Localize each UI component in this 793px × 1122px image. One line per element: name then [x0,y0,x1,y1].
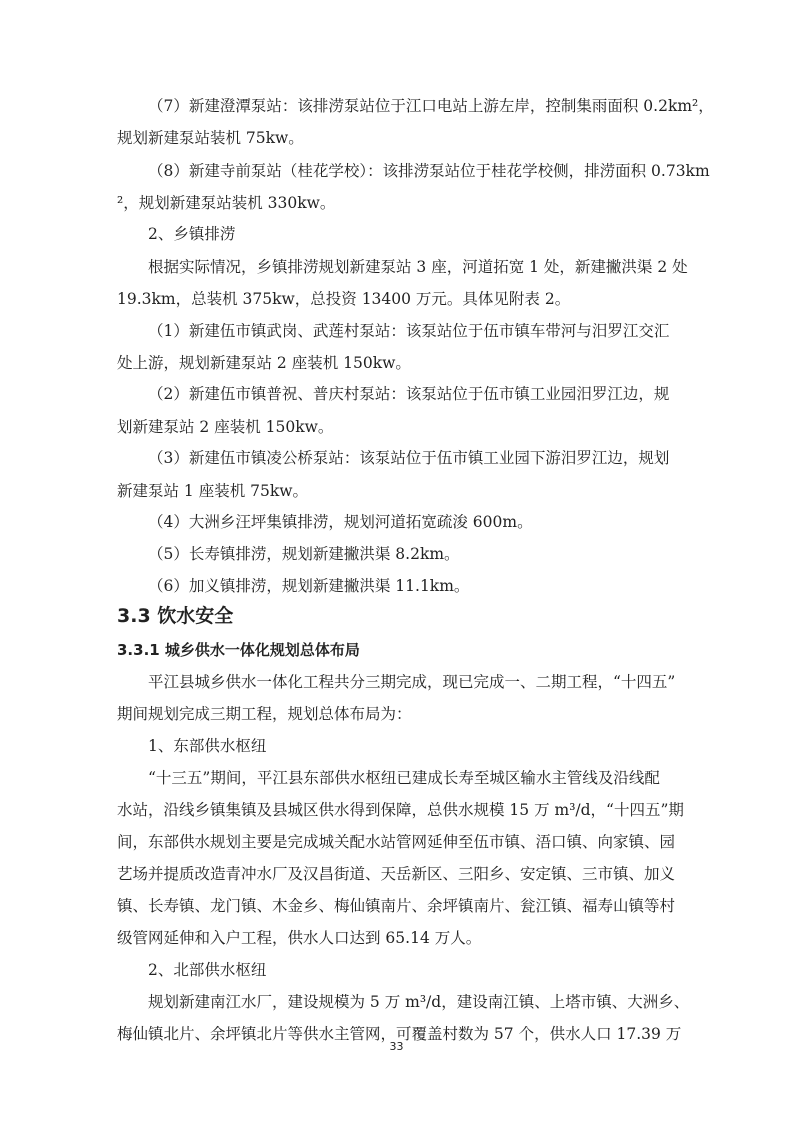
paragraph-line: 19.3km，总装机 375kw，总投资 13400 万元。具体见附表 2。 [117,290,571,308]
paragraph-line: （1）新建伍市镇武岗、武莲村泵站：该泵站位于伍市镇车带河与汨罗江交汇 [148,322,670,340]
paragraph-line: 平江县城乡供水一体化工程共分三期完成，现已完成一、二期工程，“十四五” [148,673,676,691]
paragraph-line: 处上游，规划新建泵站 2 座装机 150kw。 [117,354,411,372]
paragraph-line: 水站，沿线乡镇集镇及县城区供水得到保障，总供水规模 15 万 m³/d，“十四五”期 [117,801,684,819]
paragraph-line: 规划新建泵站装机 75kw。 [117,129,304,147]
paragraph-line: 级管网延伸和入户工程，供水人口达到 65.14 万人。 [117,929,482,947]
paragraph-line: 划新建泵站 2 座装机 150kw。 [117,418,334,436]
subsection-heading: 3.3.1 城乡供水一体化规划总体布局 [117,641,360,659]
paragraph-line: （4）大洲乡汪坪集镇排涝，规划河道拓宽疏浚 600m。 [148,513,533,531]
paragraph-line: 艺场并提质改造青冲水厂及汉昌街道、天岳新区、三阳乡、安定镇、三市镇、加义 [117,865,676,883]
paragraph-line: 规划新建南江水厂，建设规模为 5 万 m³/d，建设南江镇、上塔市镇、大洲乡、 [148,993,690,1011]
paragraph-line: 镇、长寿镇、龙门镇、木金乡、梅仙镇南片、余坪镇南片、瓮江镇、福寿山镇等村 [117,897,676,915]
paragraph-line: ²，规划新建泵站装机 330kw。 [117,194,336,212]
paragraph-line: 间，东部供水规划主要是完成城关配水站管网延伸至伍市镇、浯口镇、向家镇、园 [117,833,676,851]
paragraph-line: （7）新建澄潭泵站：该排涝泵站位于江口电站上游左岸，控制集雨面积 0.2km²， [148,97,714,115]
section-subheading: 1、东部供水枢纽 [148,737,267,755]
paragraph-line: 期间规划完成三期工程，规划总体布局为： [117,705,412,723]
paragraph-line: （5）长寿镇排涝，规划新建撇洪渠 8.2km。 [148,545,460,563]
paragraph-line: 新建泵站 1 座装机 75kw。 [117,482,309,500]
paragraph-line: 根据实际情况，乡镇排涝规划新建泵站 3 座，河道拓宽 1 处，新建撇洪渠 2 处 [148,258,688,276]
paragraph-line: （2）新建伍市镇普祝、普庆村泵站：该泵站位于伍市镇工业园汨罗江边，规 [148,385,670,403]
section-subheading: 2、乡镇排涝 [148,225,236,243]
section-heading: 3.3 饮水安全 [117,605,234,627]
paragraph-line: （6）加义镇排涝，规划新建撇洪渠 11.1km。 [148,577,470,595]
paragraph-line: 梅仙镇北片、余坪镇北片等供水主管网，可覆盖村数为 57 个，供水人口 17.39 万 [117,1025,682,1043]
paragraph-line: “十三五”期间，平江县东部供水枢纽已建成长寿至城区输水主管线及沿线配 [148,769,660,787]
section-subheading: 2、北部供水枢纽 [148,961,267,979]
paragraph-line: （8）新建寺前泵站（桂花学校）：该排涝泵站位于桂花学校侧，排涝面积 0.73km [148,162,710,180]
page-number: 33 [389,1040,404,1053]
paragraph-line: （3）新建伍市镇凌公桥泵站：该泵站位于伍市镇工业园下游汨罗江边，规划 [148,449,670,467]
